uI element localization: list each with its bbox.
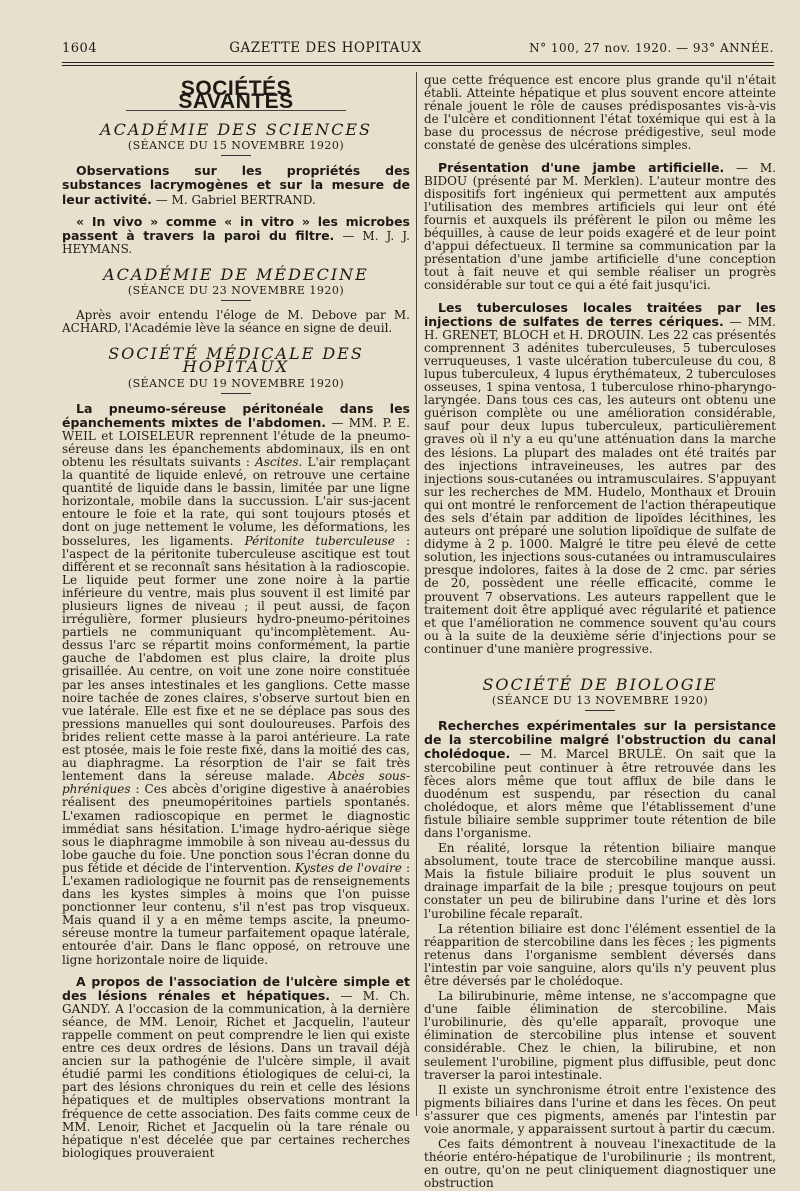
section-title-biologie: SOCIÉTÉ DE BIOLOGIE bbox=[482, 675, 718, 695]
article-body: — M. BIDOU (présenté par M. Merklen). L'auteur montre des dispositifs fort ingénieux qui permettent aux amputés l'utilisation des membres artificiels qui leur ont été fournis et auxquels ils préfèrent le pilon ou même les béquilles, à cause de leur poids exagéré et de leur point d'appui défectueux. Il termine sa communication par la présentation d'une jambe artificielle d'une conception tout à fait neuve et qui semble réaliser un progrès considérable sur tout ce qui a été fait jusqu'ici. bbox=[424, 160, 776, 293]
article-smh-3 bbox=[424, 161, 776, 293]
article-body: — M. Ch. GANDY. A l'occasion de la communication, à la dernière séance, de MM. Lenoir, Richet et Jacquelin, l'auteur rappelle comment on peut comprendre le lien qui existe entre ces deux ordres de lésions. Dans un travail déjà ancien sur la pathogénie de l'ulcère simple, il avait étudié parmi les conditions étiologiques de celui-ci, la part des lésions chroniques du rein et celle des lésions hépatiques et de multiples observations montrant la fréquence de cette association. Des faits comme ceux de MM. Lenoir, Richet et Jacquelin où la tare rénale ou hépatique n'est décelée que par certaines recherches biologiques prouveraient bbox=[62, 988, 410, 1160]
page-title: SOCIÉTÉS SAVANTES bbox=[126, 82, 346, 111]
article-paragraph: Ces faits démontrent à nouveau l'inexactitude de la théorie entéro-hépatique de l'urobilinurie ; ils montrent, en outre, qu'on ne peut cliniquement diagnostiquer une obstruction bbox=[424, 1137, 776, 1191]
right-column bbox=[424, 73, 776, 1191]
article-lead: — MM. P. E. WEIL et LOISELEUR reprennent l'étude de la pneumo-séreuse dans les épanchements abdominaux, ils en ont obtenu les résultats suivants : bbox=[62, 415, 410, 469]
subheading-kystes: Kystes de l'ovaire bbox=[294, 860, 402, 875]
page-number: 1604 bbox=[62, 41, 98, 56]
article-body: — MM. H. GRENET, BLOCH et H. DROUIN. Les 22 cas présentés comprennent 3 adénites tuberculeuses, 5 tuberculoses verruqueuses, 1 vaste ulcération tuberculeuse du cou, 8 lupus tuberculeux, 4 lupus érythémateux, 2 tuberculoses osseuses, 1 spina ventosa, 1 tuberculose rhino-pharyngo-laryngée. Dans tous ces cas, les auteurs ont obtenu une guérison complète ou une amélioration considérable, sauf pour deux lupus tuberculeux, particulièrement graves où il n'y a eu qu'une atténuation dans la marche des lésions. La plupart des malades ont été traités par des injections intraveineuses, les autres par des injections sous-cutanées ou intramusculaires. S'appuyant sur les recherches de MM. Hudelo, Monthaux et Drouin qui ont montré le renforcement de l'action thérapeutique des sels d'étain par addition de lipoïdes lécithines, les auteurs ont préparé une solution lipoïdique de sulfate de didyme à 2 p. 1000. Malgré le titre peu élevé de cette solution, les injections sous-cutanées ou intramusculaires presque indolores, faites à la dose de 2 cmc. par séries de 20, possèdent une réelle efficacité, comme le prouvent 7 observations. Les auteurs rappellent que le traitement doit être appliqué avec régularité et patience et que l'amélioration ne commence souvent qu'au cours ou à la suite de la deuxième série d'injections pour se continuer d'une manière progressive. bbox=[424, 314, 776, 656]
article-smh-2-continued: que cette fréquence est encore plus grande qu'il n'était établi. Atteinte hépatique et plus souvent encore atteinte rénale jouent le rôle de causes prédisposantes vis-à-vis de l'ulcère et conditionnent l'état toxémique qui est à la base du processus de nécrose prédigestive, seul mode constaté de genèse des ulcérations simples. bbox=[424, 73, 776, 153]
article-body: L'air remplaçant la quantité de liquide enlevé, on retrouve une certaine quantité de liquide dans le bassin, limitée par une ligne horizontale, mobile dans la succussion. L'air sus-jacent entoure le foie et la rate, qui sont toujours ptosés et dont on juge nettement le volume, les déformations, les bosselures, les ligaments. bbox=[62, 454, 410, 548]
short-rule bbox=[221, 155, 251, 156]
article-author: — M. J. J. HEYMANS. bbox=[62, 228, 410, 256]
article-title: Observations sur les propriétés des substances lacrymogènes et sur la mesure de leur activité. bbox=[62, 163, 410, 207]
article-title: Les tuberculoses locales traitées par les injections de sulfates de terres cériques. bbox=[424, 299, 776, 329]
subheading-peritonite: Péritonite tuberculeuse bbox=[244, 533, 395, 548]
article-body: : L'examen radiologique ne fournit pas de renseignements dans les kystes simples à moins que l'on puisse ponctionner leur contenu, s'il n'est pas trop visqueux. Mais quand il y a en même temps ascite, la pneumo-séreuse montre la tumeur parfaitement opaque latérale, entourée d'air. Dans le flanc opposé, on retrouve une ligne horizontale noire de liquide. bbox=[62, 860, 410, 967]
article-body: — M. Marcel BRULÉ. On sait que la stercobiline peut continuer à être retrouvée dans les fèces alors même que tout afflux de bile dans le duodénum est suspendu, par résection du canal cholédoque, et alors même que l'établissement d'une fistule biliaire semble supprimer toute rétention de bile dans l'organisme. bbox=[424, 747, 776, 840]
section-title-medecine: ACADÉMIE DE MÉDECINE bbox=[103, 264, 369, 284]
article-title: A propos de l'association de l'ulcère simple et des lésions rénales et hépatiques. bbox=[62, 973, 410, 1003]
article-author: — M. Gabriel BERTRAND. bbox=[151, 192, 316, 207]
running-header bbox=[62, 40, 774, 56]
section-meta-medecine: (SÉANCE DU 23 NOVEMBRE 1920) bbox=[127, 284, 345, 298]
left-column bbox=[62, 74, 411, 1160]
section-title-sciences: ACADÉMIE DES SCIENCES bbox=[100, 120, 372, 140]
article-medecine-text: Après avoir entendu l'éloge de M. Debove par M. ACHARD, l'Académie lève la séance en signe de deuil. bbox=[62, 308, 410, 336]
section-meta-smh: (SÉANCE DU 19 NOVEMBRE 1920) bbox=[127, 376, 345, 390]
section-meta-biologie: (SÉANCE DU 13 NOVEMBRE 1920) bbox=[491, 694, 709, 708]
article-title: Présentation d'une jambe artificielle. bbox=[438, 159, 725, 175]
article-body: : Ces abcès d'origine digestive à anaérobies réalisent des pneumopéritoines partiels spontanés. L'examen radioscopique en permet le diagnostic immédiat sans hésitation. L'image hydro-aérique siège sous le diaphragme immobile à son niveau au-dessus du lobe gauche du foie. Une ponction sous l'écran donne du pus fétide et décide de l'intervention. bbox=[62, 782, 410, 875]
article-paragraph: La bilirubinurie, même intense, ne s'accompagne que d'une faible élimination de stercobiline. Mais l'urobilinurie, dès qu'elle apparaît, provoque une élimination de stercobiline plus intense et souvent considérable. Chez le chien, la bilirubine, et non seulement l'urobiline, pigment plus diffusible, peut donc traverser la paroi intestinale. bbox=[424, 989, 776, 1082]
article-body: : l'aspect de la péritonite tuberculeuse ascitique est tout différent et se reconnaît sans hésitation à la radioscopie. Le liquide peut former une zone noire à la partie inférieure du ventre, mais plus souvent il est limité par plusieurs lignes de niveau ; il peut aussi, de façon irrégulière, former plusieurs hydro-pneumo-péritoines partiels ne communiquant qu'incomplètement. Au-dessus l'arc se répartit moins conformément, la partie gauche de l'abdomen est plus claire, la droite plus grisaillée. Au centre, on voit une zone noire constituée par les anses intestinales et les ganglions. Cette masse noire tachée de zones claires, s'observe surtout bien en vue latérale. Elle est fixe et ne se déplace pas sous des pressions manuelles qui sont douloureuses. Parfois des brides relient cette masse à la paroi antérieure. La rate est ptosée, mais le foie reste fixé, dans la moitié des cas, au diaphragme. La résorption de l'air se fait très lentement dans la séreuse malade. bbox=[62, 533, 411, 784]
section-meta-sciences: (SÉANCE DU 15 NOVEMBRE 1920) bbox=[127, 139, 345, 153]
short-rule bbox=[585, 710, 615, 711]
article-paragraph: En réalité, lorsque la rétention biliaire manque absolument, toute trace de stercobiline manque aussi. Mais la fistule biliaire produit le plus souvent un drainage imparfait de la bile ; presque toujours on peut constater un peu de bilirubine dans l'urine et dès lors l'urobiline fécale reparaît. bbox=[424, 841, 776, 921]
header-rule bbox=[62, 62, 774, 66]
article-sciences-2 bbox=[62, 215, 410, 256]
short-rule bbox=[221, 300, 251, 301]
article-title: « In vivo » comme « in vitro » les microbes passent à travers la paroi du filtre. bbox=[62, 213, 410, 243]
article-smh-4 bbox=[424, 301, 776, 657]
article-smh-2 bbox=[62, 975, 410, 1160]
article-sciences-1 bbox=[62, 164, 410, 206]
issue-info: N° 100, 27 nov. 1920. — 93° ANNÉE. bbox=[529, 41, 774, 55]
article-title: Recherches expérimentales sur la persistance de la stercobiline malgré l'obstruction du canal cholédoque. bbox=[424, 718, 776, 762]
article-smh-1 bbox=[62, 402, 410, 967]
subheading-abces: Abcès sous-phréniques bbox=[62, 769, 410, 797]
article-paragraph: Il existe un synchronisme étroit entre l'existence des pigments biliaires dans l'urine et dans les fèces. On peut s'assurer que ces pigments, amenés par l'intestin par voie anormale, y apparaissent surtout à partir du cæcum. bbox=[424, 1082, 776, 1137]
section-title-smh: SOCIÉTÉ MÉDICALE DES HOPITAUX bbox=[108, 344, 364, 377]
subheading-ascites: Ascites. bbox=[255, 454, 303, 469]
article-paragraph: La rétention biliaire est donc l'élément essentiel de la réapparition de stercobiline dans les fèces ; les pigments retenus dans l'organisme semblent déversés dans l'intestin par voie sanguine, alors qu'ils n'y peuvent plus être déversés par le cholédoque. bbox=[424, 921, 776, 988]
article-biologie-1 bbox=[424, 719, 776, 840]
column-divider bbox=[416, 72, 417, 1116]
journal-name: GAZETTE DES HOPITAUX bbox=[229, 40, 422, 56]
short-rule bbox=[221, 393, 251, 394]
article-title: La pneumo-séreuse péritonéale dans les épanchements mixtes de l'abdomen. bbox=[62, 400, 410, 430]
